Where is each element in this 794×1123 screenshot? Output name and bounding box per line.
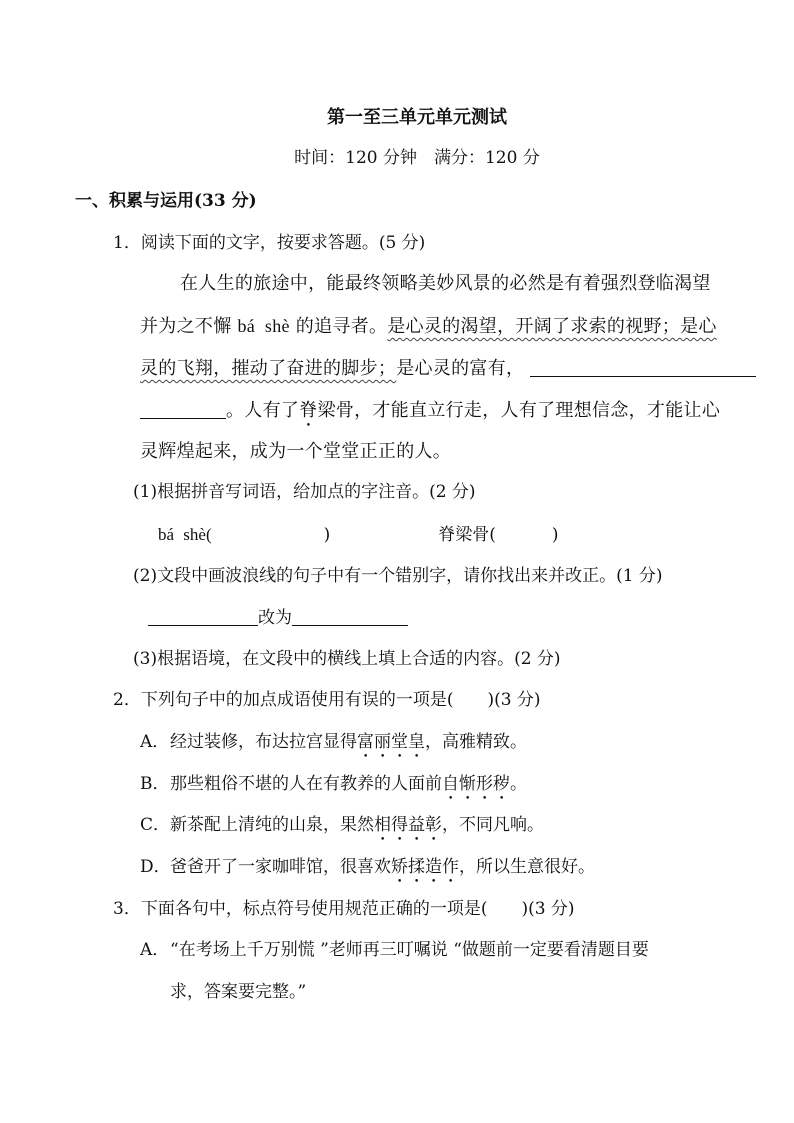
passage-text: 并为之不懈 [140,316,232,337]
option-text: 那些粗俗不堪的人在有教养的人面前 [170,774,442,794]
passage-line-4 [140,399,720,431]
passage-line-5: 灵辉煌起来，成为一个堂堂正正的人。 [140,441,452,462]
option-text: 新茶配上清纯的山泉，果然 [170,815,374,835]
passage-text: 的追寻者。 [295,316,388,337]
passage-text: 。人有了 [226,400,300,421]
option-text: 爸爸开了一家咖啡馆，很喜欢 [170,857,391,877]
option-text: ，不同凡响。 [442,815,544,835]
option-text: 经过装修，布达拉宫显得 [170,732,357,752]
option-a [140,938,649,962]
subquestion-2-answers [148,606,408,630]
passage-line-2 [140,314,717,339]
question-3-stem: 3．下面各句中，标点符号使用规范正确的一项是( )(3 分) [113,899,575,919]
exam-info: 时间：120 分钟 满分：120 分 [294,148,540,168]
option-text: ，所以生意很好。 [459,857,595,877]
change-to-label: 改为 [258,608,292,628]
close-paren: ) [323,525,331,545]
option-text: ，高雅精致。 [425,732,527,752]
question-2-stem: 2．下列句子中的加点成语使用有误的一项是( )(3 分) [113,690,541,710]
subquestion-2-prompt: (2)文段中画波浪线的句子中有一个错别字，请你找出来并改正。(1 分) [133,566,663,586]
fill-in-blank [140,402,226,419]
passage-text: 梁骨，才能直立行走，人有了理想信念，才能让心 [317,400,721,421]
passage-text: 是心灵的富有， [396,358,525,379]
close-paren: ) [551,525,559,545]
option-letter: A． [140,940,170,960]
option-b [140,772,527,804]
passage-line-1: 在人生的旅途中，能最终领略美妙风景的必然是有着强烈登临渴望 [180,273,711,294]
option-a-continuation: 求，答案要完整。” [170,982,307,1002]
passage-line-3 [140,357,756,381]
pinyin-prompt: bá shè [237,316,290,336]
option-text: 。 [510,774,527,794]
page-title: 第一至三单元单元测试 [327,107,507,128]
option-d [140,855,595,887]
question-1-stem: 1．阅读下面的文字，按要求答题。(5 分) [113,233,426,253]
subquestion-3-prompt: (3)根据语境，在文段中的横线上填上合适的内容。(2 分) [133,649,561,669]
pinyin-answer-label: bá shè( [158,525,212,544]
option-letter: D． [140,857,171,877]
dotted-character: 脊 [299,400,318,421]
option-letter: C． [140,815,171,835]
dotted-idiom: 矫揉造作 [391,857,459,877]
zhuyin-answer-label: 脊梁骨( [438,525,496,545]
fill-in-blank [530,360,756,377]
option-letter: B． [140,774,170,794]
dotted-idiom: 自惭形秽 [442,774,510,794]
section-heading: 一、积累与运用(33 分) [75,191,257,211]
option-letter: A． [140,732,170,752]
option-c [140,813,544,845]
option-text: “在考场上千万别慌 ”老师再三叮嘱说 “做题前一定要看清题目要 [170,940,649,960]
subquestion-1-answers [158,523,559,547]
dotted-idiom: 相得益彰 [374,815,442,835]
correct-char-blank [292,609,408,626]
dotted-idiom: 富丽堂皇 [357,732,425,752]
wavy-underlined-sentence: 是心灵的渴望，开阔了求索的视野；是心 [387,316,717,337]
subquestion-1-prompt: (1)根据拼音写词语，给加点的字注音。(2 分) [133,482,476,502]
wavy-underlined-sentence: 灵的飞翔，摧动了奋进的脚步； [140,358,397,379]
option-a [140,730,527,762]
wrong-char-blank [148,609,258,626]
